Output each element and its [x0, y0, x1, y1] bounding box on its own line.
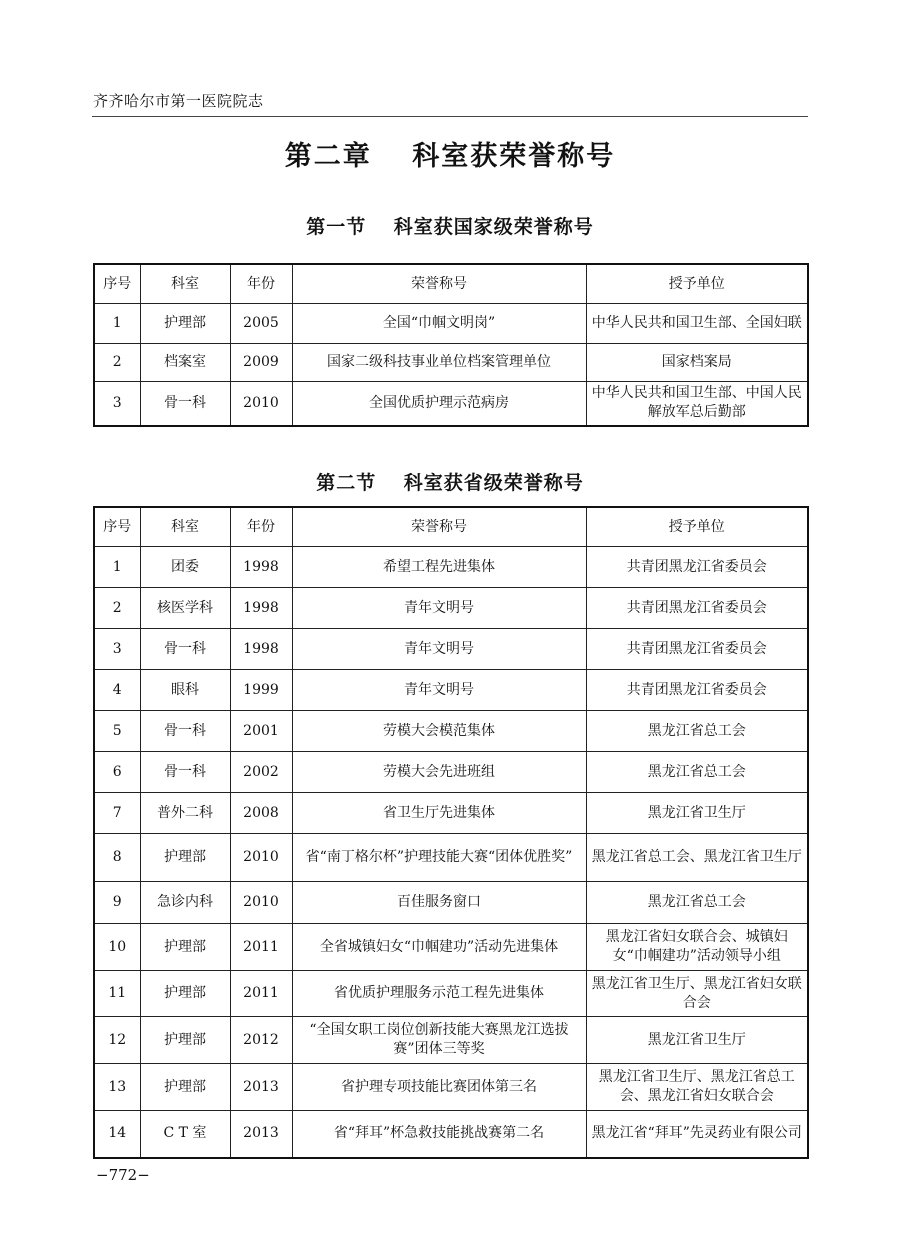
running-header: 齐齐哈尔市第一医院院志 — [93, 92, 264, 110]
cell-honor: 青年文明号 — [292, 588, 586, 629]
cell-honor: 省卫生厅先进集体 — [292, 793, 586, 834]
cell-index: 7 — [94, 793, 140, 834]
cell-honor: 全国优质护理示范病房 — [292, 382, 586, 426]
cell-index: 5 — [94, 711, 140, 752]
cell-grantor: 国家档案局 — [586, 344, 808, 382]
cell-index: 9 — [94, 882, 140, 924]
cell-index: 1 — [94, 547, 140, 588]
cell-index: 11 — [94, 971, 140, 1017]
cell-department: 团委 — [140, 547, 230, 588]
section1-title: 第一节 科室获国家级荣誉称号 — [306, 216, 594, 238]
cell-grantor: 中华人民共和国卫生部、全国妇联 — [586, 304, 808, 344]
cell-honor: 青年文明号 — [292, 629, 586, 670]
national-honors-table — [93, 263, 809, 427]
cell-index: 6 — [94, 752, 140, 793]
cell-department: 骨一科 — [140, 711, 230, 752]
cell-index: 10 — [94, 924, 140, 971]
cell-year: 1999 — [230, 670, 292, 711]
table-row — [94, 629, 808, 670]
table-row — [94, 670, 808, 711]
cell-grantor: 共青团黑龙江省委员会 — [586, 588, 808, 629]
table-row — [94, 834, 808, 882]
cell-department: 普外二科 — [140, 793, 230, 834]
header-index: 序号 — [94, 507, 140, 547]
cell-honor: 青年文明号 — [292, 670, 586, 711]
cell-index: 14 — [94, 1111, 140, 1158]
table-row — [94, 1111, 808, 1158]
cell-year: 2001 — [230, 711, 292, 752]
header-department: 科室 — [140, 507, 230, 547]
cell-year: 1998 — [230, 547, 292, 588]
page-number: −772− — [96, 1166, 150, 1184]
cell-year: 2013 — [230, 1111, 292, 1158]
cell-year: 2010 — [230, 882, 292, 924]
cell-department: 护理部 — [140, 1064, 230, 1111]
provincial-honors-table — [93, 506, 809, 1159]
cell-year: 2013 — [230, 1064, 292, 1111]
header-honor: 荣誉称号 — [292, 264, 586, 304]
table-row — [94, 793, 808, 834]
cell-index: 2 — [94, 344, 140, 382]
cell-grantor: 黑龙江省总工会 — [586, 752, 808, 793]
cell-honor: 劳模大会先进班组 — [292, 752, 586, 793]
cell-department: 护理部 — [140, 971, 230, 1017]
cell-year: 2005 — [230, 304, 292, 344]
cell-department: 眼科 — [140, 670, 230, 711]
cell-index: 2 — [94, 588, 140, 629]
cell-grantor: 黑龙江省总工会 — [586, 711, 808, 752]
cell-index: 12 — [94, 1017, 140, 1064]
cell-year: 2002 — [230, 752, 292, 793]
cell-grantor: 黑龙江省卫生厅 — [586, 1017, 808, 1064]
cell-grantor: 共青团黑龙江省委员会 — [586, 670, 808, 711]
header-grantor: 授予单位 — [586, 264, 808, 304]
cell-grantor: 黑龙江省卫生厅、黑龙江省总工会、黑龙江省妇女联合会 — [586, 1064, 808, 1111]
cell-department: C T 室 — [140, 1111, 230, 1158]
cell-index: 1 — [94, 304, 140, 344]
cell-department: 核医学科 — [140, 588, 230, 629]
table-row — [94, 1017, 808, 1064]
table-row — [94, 304, 808, 344]
cell-department: 护理部 — [140, 304, 230, 344]
cell-honor: 国家二级科技事业单位档案管理单位 — [292, 344, 586, 382]
cell-honor: 省优质护理服务示范工程先进集体 — [292, 971, 586, 1017]
cell-year: 1998 — [230, 629, 292, 670]
header-year: 年份 — [230, 507, 292, 547]
cell-grantor: 黑龙江省总工会、黑龙江省卫生厅 — [586, 834, 808, 882]
cell-grantor: 共青团黑龙江省委员会 — [586, 547, 808, 588]
table-row — [94, 752, 808, 793]
cell-grantor: 黑龙江省总工会 — [586, 882, 808, 924]
cell-index: 3 — [94, 629, 140, 670]
header-honor: 荣誉称号 — [292, 507, 586, 547]
cell-department: 护理部 — [140, 834, 230, 882]
chapter-title: 第二章 科室获荣誉称号 — [284, 141, 616, 172]
cell-honor: 全国“巾帼文明岗” — [292, 304, 586, 344]
header-rule — [92, 116, 808, 117]
cell-department: 骨一科 — [140, 629, 230, 670]
cell-index: 13 — [94, 1064, 140, 1111]
cell-honor: 全省城镇妇女“巾帼建功”活动先进集体 — [292, 924, 586, 971]
header-grantor: 授予单位 — [586, 507, 808, 547]
header-index: 序号 — [94, 264, 140, 304]
cell-grantor: 中华人民共和国卫生部、中国人民解放军总后勤部 — [586, 382, 808, 426]
cell-grantor: 黑龙江省卫生厅、黑龙江省妇女联合会 — [586, 971, 808, 1017]
table-row — [94, 882, 808, 924]
table-row — [94, 1064, 808, 1111]
cell-honor: 省护理专项技能比赛团体第三名 — [292, 1064, 586, 1111]
cell-honor: 希望工程先进集体 — [292, 547, 586, 588]
cell-year: 2010 — [230, 834, 292, 882]
cell-grantor: 黑龙江省卫生厅 — [586, 793, 808, 834]
cell-year: 2010 — [230, 382, 292, 426]
cell-honor: “全国女职工岗位创新技能大赛黑龙江选拔赛”团体三等奖 — [292, 1017, 586, 1064]
table-header-row — [94, 507, 808, 547]
cell-year: 2012 — [230, 1017, 292, 1064]
cell-honor: 省“拜耳”杯急救技能挑战赛第二名 — [292, 1111, 586, 1158]
cell-year: 2008 — [230, 793, 292, 834]
table-row — [94, 382, 808, 426]
header-year: 年份 — [230, 264, 292, 304]
cell-department: 骨一科 — [140, 752, 230, 793]
cell-department: 护理部 — [140, 1017, 230, 1064]
table-header-row — [94, 264, 808, 304]
cell-year: 1998 — [230, 588, 292, 629]
cell-index: 4 — [94, 670, 140, 711]
cell-department: 急诊内科 — [140, 882, 230, 924]
table-row — [94, 711, 808, 752]
cell-grantor: 黑龙江省妇女联合会、城镇妇女“巾帼建功”活动领导小组 — [586, 924, 808, 971]
table-row — [94, 344, 808, 382]
cell-department: 骨一科 — [140, 382, 230, 426]
header-department: 科室 — [140, 264, 230, 304]
table-row — [94, 971, 808, 1017]
cell-department: 护理部 — [140, 924, 230, 971]
section2-title: 第二节 科室获省级荣誉称号 — [316, 472, 584, 494]
cell-index: 8 — [94, 834, 140, 882]
table-row — [94, 547, 808, 588]
cell-honor: 百佳服务窗口 — [292, 882, 586, 924]
cell-grantor: 共青团黑龙江省委员会 — [586, 629, 808, 670]
cell-department: 档案室 — [140, 344, 230, 382]
cell-year: 2011 — [230, 971, 292, 1017]
table-row — [94, 588, 808, 629]
cell-grantor: 黑龙江省“拜耳”先灵药业有限公司 — [586, 1111, 808, 1158]
cell-index: 3 — [94, 382, 140, 426]
cell-honor: 省“南丁格尔杯”护理技能大赛“团体优胜奖” — [292, 834, 586, 882]
cell-year: 2011 — [230, 924, 292, 971]
cell-year: 2009 — [230, 344, 292, 382]
cell-honor: 劳模大会模范集体 — [292, 711, 586, 752]
table-row — [94, 924, 808, 971]
